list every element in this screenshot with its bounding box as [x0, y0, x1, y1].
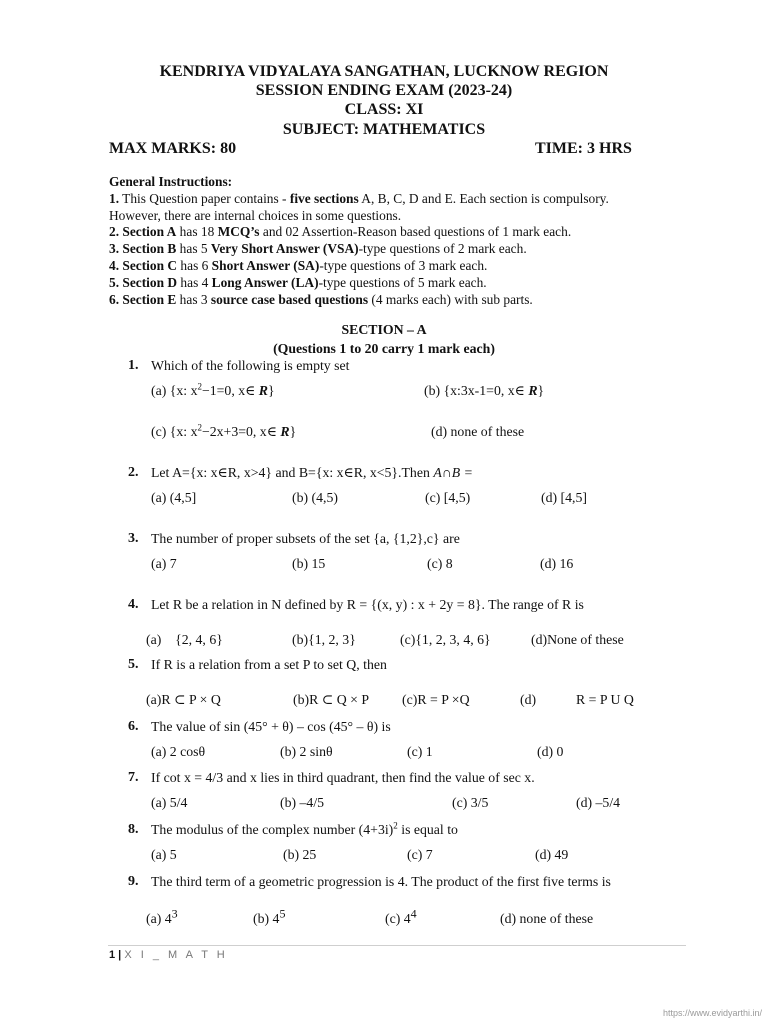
instruction-2: 2. Section A has 18 MCQ’s and 02 Assertion-Reason based questions of 1 mark each. [109, 224, 572, 240]
option-b: (b) 25 [283, 847, 317, 862]
option-a: (a) {2, 4, 6} [146, 632, 223, 647]
option-c: (c) 8 [427, 556, 453, 571]
option-c: (c) 3/5 [452, 795, 489, 810]
instruction-1-cont: However, there are internal choices in some questions. [109, 207, 402, 223]
option-c: (c) $4^4$ [385, 906, 417, 926]
question-number: 6. [128, 719, 139, 734]
question-text: The number of proper subsets of the set {a, {1,2},c} are [151, 531, 460, 546]
section-title: SECTION – A [341, 322, 427, 337]
option-a: (a) (4,5] [151, 490, 197, 505]
page-footer: 1 | X I _ M A T H [109, 949, 228, 961]
max-marks: MAX MARKS: 80 [109, 140, 237, 157]
subject-title: SUBJECT: MATHEMATICS [282, 121, 486, 138]
option-a: (a) 7 [151, 556, 177, 571]
instruction-4: 4. Section C has 6 Short Answer (SA)-type questions of 3 mark each. [109, 257, 488, 273]
instruction-3: 3. Section B has 5 Very Short Answer (VSA)-type questions of 2 mark each. [109, 241, 527, 257]
option-d-text: R = P U Q [576, 692, 634, 707]
exam-title: SESSION ENDING EXAM (2023-24) [255, 82, 513, 99]
option-b: (b) (4,5) [292, 490, 338, 505]
option-b: (b)R ⊂ Q × P [293, 692, 370, 707]
instructions-title: General Instructions: [109, 174, 233, 189]
footer-divider [108, 945, 686, 946]
question-text: If R is a relation from a set P to set Q, then [151, 657, 387, 672]
question-text: The value of sin (45° + θ) – cos (45° – θ) is [151, 719, 391, 734]
option-d: (d) [4,5] [541, 490, 587, 505]
school-title: KENDRIYA VIDYALAYA SANGATHAN, LUCKNOW REGION [159, 63, 609, 80]
option-c: (c){1, 2, 3, 4, 6} [400, 632, 491, 647]
question-number: 2. [128, 465, 139, 480]
question-number: 9. [128, 874, 139, 889]
class-title: CLASS: XI [344, 101, 424, 118]
option-d: (d) none of these [431, 424, 525, 439]
question-text: Which of the following is empty set [151, 358, 350, 373]
option-d: (d) none of these [500, 911, 594, 926]
question-number: 8. [128, 822, 139, 837]
option-a: (a) $4^3$ [146, 906, 178, 926]
page-number: 1 [109, 949, 116, 961]
option-a: (a) {x: $x^2-1=0$, x∈ R} [151, 381, 275, 398]
option-a: (a) 2 cosθ [151, 744, 206, 759]
general-instructions [109, 174, 669, 308]
question-text: If cot x = 4/3 and x lies in third quadrant, then find the value of sec x. [151, 770, 535, 785]
question-text: Let R be a relation in N defined by R = {(x, y) : x + 2y = 8}. The range of R is [151, 597, 584, 612]
question-text: The third term of a geometric progression is 4. The product of the first five terms is [151, 874, 611, 889]
option-d: (d) 49 [535, 847, 569, 862]
section-subtitle: (Questions 1 to 20 carry 1 mark each) [273, 341, 495, 356]
watermark-url: https://www.evidyarthi.in/ [662, 1008, 762, 1018]
question-number: 1. [128, 358, 139, 373]
option-a: (a) 5/4 [151, 795, 188, 810]
question-number: 4. [128, 597, 139, 612]
question-text: Let A={x: x∈R, x>4} and B={x: x∈R, x<5}.Then A∩B = [151, 465, 473, 480]
question-number: 3. [128, 531, 139, 546]
option-a: (a)R ⊂ P × Q [146, 692, 221, 707]
option-d: (d) –5/4 [576, 795, 621, 810]
question-text: The modulus of the complex number $(4+3i)^2$ is equal to [151, 820, 458, 837]
option-c: (c)R = P ×Q [402, 692, 470, 707]
question-number: 7. [128, 770, 139, 785]
question-number: 5. [128, 657, 139, 672]
option-b: (b){1, 2, 3} [292, 632, 356, 647]
option-d: (d)None of these [531, 632, 624, 647]
option-c: (c) 1 [407, 744, 433, 759]
instruction-6: 6. Section E has 3 source case based questions (4 marks each) with sub parts. [109, 291, 533, 307]
instruction-1: 1. This Question paper contains - five sections A, B, C, D and E. Each section is compulsory. [109, 190, 609, 206]
option-c: (c) [4,5) [425, 490, 471, 505]
exam-time: TIME: 3 HRS [535, 140, 632, 157]
option-b: (b) 2 sinθ [280, 744, 333, 759]
footer-label: X I _ M A T H [124, 949, 228, 961]
option-b: (b) –4/5 [280, 795, 325, 810]
option-c: (c) 7 [407, 847, 433, 862]
option-d: (d) 16 [540, 556, 574, 571]
option-c: (c) {x: $x^2-2x+3=0$, x∈ R} [151, 422, 297, 439]
option-b: (b) 15 [292, 556, 326, 571]
option-d: (d) [520, 692, 537, 707]
instruction-5: 5. Section D has 4 Long Answer (LA)-type questions of 5 mark each. [109, 274, 487, 290]
option-b: (b) $4^5$ [253, 906, 286, 926]
option-a: (a) 5 [151, 847, 177, 862]
option-b: (b) {x:3x-1=0, x∈ R} [424, 383, 545, 398]
option-d: (d) 0 [537, 744, 564, 759]
